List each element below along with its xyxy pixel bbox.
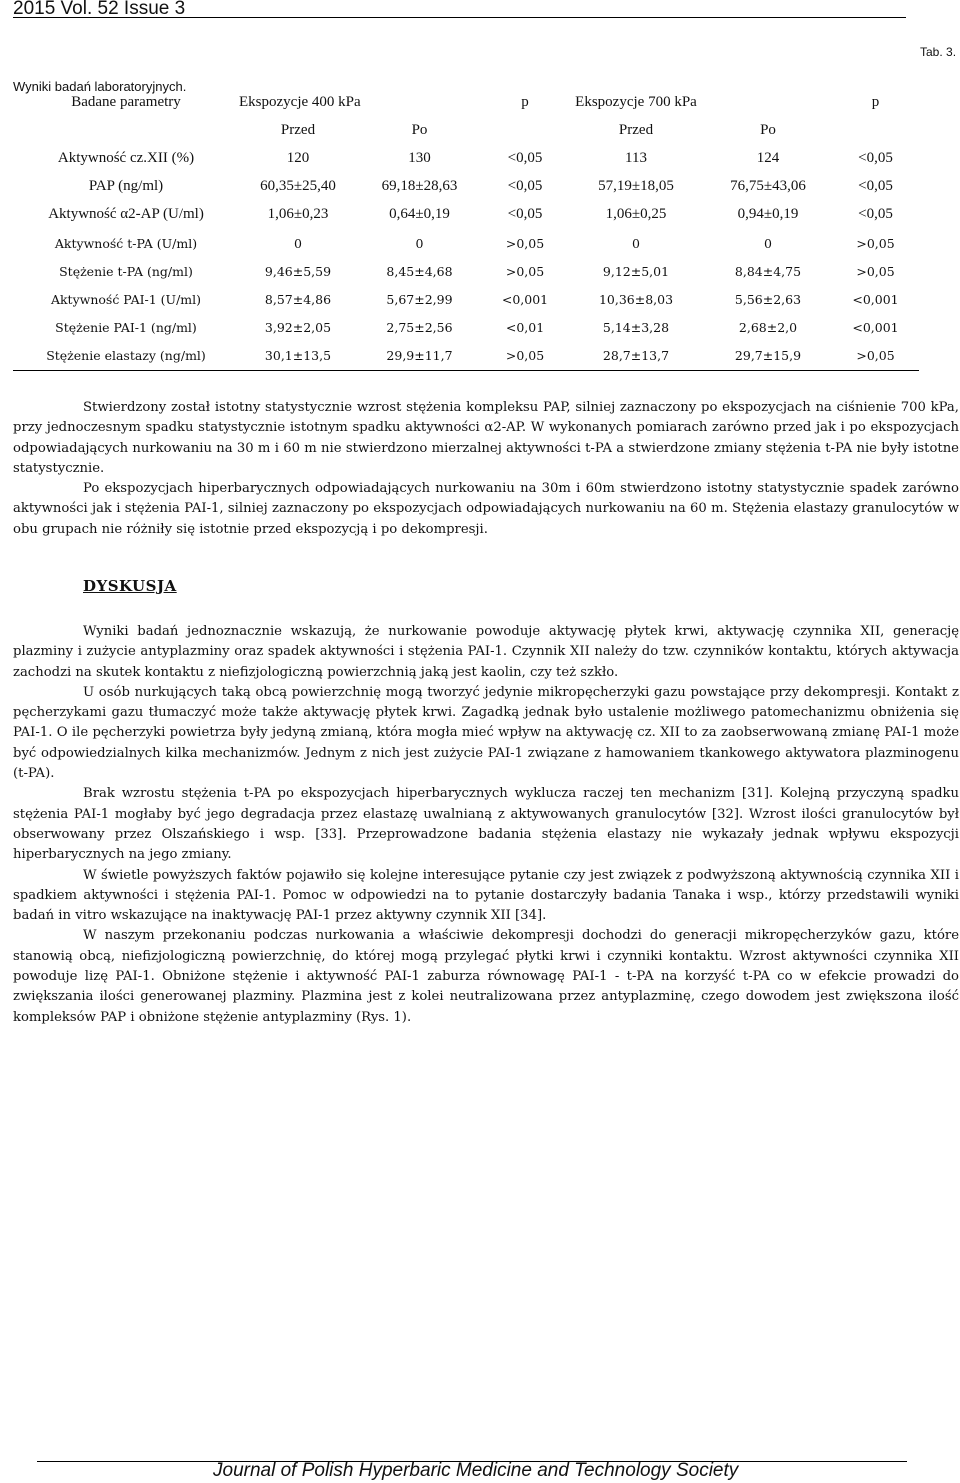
table-cell: <0,01 — [505, 320, 545, 336]
table-cell: 1,06±0,23 — [267, 206, 329, 223]
table-cell: 29,7±15,9 — [704, 342, 832, 371]
table-cell: <0,001 — [501, 291, 549, 307]
table-header-row — [13, 88, 919, 116]
paragraph: W naszym przekonaniu podczas nurkowania a właściwie dekompresji dochodzi do generacji mikropęcherzyków gazu, które stanowią obcą, niefizjologiczną powierzchnię, do której mogą przylegać płytki krwi i czynniki kontaktu. Wzrost aktywności czynnika XII powoduje lizę PAI-1. Obniżone stężenie i aktywność PAI-1 zaburza równowagę PAI-1 - t-PA na korzyść t-PA co w efekcie prowadzi do zwiększania ilości generowanej plazminy. Plazmina jest z kolei neutralizowana przez antyplazminę, czego dowodem jest zwiększona ilość kompleksów PAP i obniżone stężenie antyplazminy (Rys. 1). — [13, 928, 959, 1025]
table-row — [13, 201, 919, 229]
table-cell — [704, 88, 832, 116]
paragraph: Stwierdzony został istotny statystycznie wzrost stężenia kompleksu PAP, silniej zaznaczony po ekspozycjach na ciśnienie 700 kPa, przy jednoczesnym spadku statystycznie istotnym spadku aktywności α2-AP. W wykonanych pomiarach zarówno przed jak i po ekspozycjach odpowiadających nurkowaniu na 30 m i 60 m nie stwierdzono mierzalnej aktywności t-PA a stwierdzone zmiany stężenia t-PA nie były istotne statystycznie. — [13, 400, 959, 476]
table-row — [13, 285, 919, 313]
table-cell: Ekspozycje 700 kPa — [575, 93, 697, 110]
table-cell: >0,05 — [482, 342, 568, 371]
table-cell — [832, 116, 919, 144]
table-cell: Aktywność PAI-1 (U/ml) — [50, 291, 202, 307]
table-cell: 0,64±0,19 — [389, 206, 450, 223]
table-cell: >0,05 — [505, 263, 545, 279]
table-cell: Po — [760, 121, 776, 138]
table-cell: Aktywność t-PA (U/ml) — [54, 235, 198, 251]
results-table — [13, 88, 919, 371]
table-cell: >0,05 — [832, 342, 919, 371]
section-heading: DYSKUSJA — [83, 577, 177, 595]
table-cell: p — [521, 93, 529, 110]
table-cell: Aktywność α2-AP (U/ml) — [48, 206, 204, 223]
paragraph: Wyniki badań jednoznacznie wskazują, że nurkowanie powoduje aktywację płytek krwi, aktywację czynnika XII, generację plazminy i zużycie antyplazminy oraz spadek aktywności i stężenia PAI-1. Czynnik XII należy do tzw. czynników kontaktu, których aktywacja zachodzi na skutek kontaktu z niefizjologiczną powierzchnią jaką jest kaolin, czy też szkło. — [13, 624, 959, 680]
table-cell: 130 — [408, 149, 431, 166]
table-row — [13, 314, 919, 342]
table-cell: Stężenie t-PA (ng/ml) — [59, 263, 193, 279]
table-cell: Po — [411, 121, 428, 138]
table-cell: 28,7±13,7 — [568, 342, 704, 371]
table-cell: 0 — [294, 235, 302, 251]
paragraph: W świetle powyższych faktów pojawiło się kolejne interesujące pytanie czy jest związek z podwyższoną aktywnością czynnika XII i spadkiem aktywności i stężenia PAI-1. Pomoc w odpowiedzi na to pytanie dostarczyły badania Tanaka i wsp., którzy przedstawili wyniki badań in vitro wskazujące na inaktywację PAI-1 przez aktywny czynnik XII [34]. — [13, 867, 959, 924]
table-cell: 1,06±0,25 — [605, 206, 667, 223]
table-cell: 0 — [632, 235, 640, 251]
table-cell: 0 — [764, 235, 772, 251]
table-cell — [13, 116, 239, 144]
table-cell: 9,12±5,01 — [602, 263, 670, 279]
table-cell: >0,05 — [505, 235, 545, 251]
table-cell: Stężenie PAI-1 (ng/ml) — [55, 320, 197, 336]
table-cell: 10,36±8,03 — [598, 291, 674, 307]
table-cell: 76,75±43,06 — [730, 178, 806, 195]
table-cell: <0,001 — [852, 291, 899, 307]
table-cell: 120 — [286, 149, 310, 166]
table-row — [13, 342, 919, 371]
table-cell — [357, 88, 482, 116]
table-cell: Aktywność cz.XII (%) — [57, 149, 195, 166]
journal-footer: Journal of Polish Hyperbaric Medicine and Technology Society — [213, 1460, 739, 1481]
table-cell: 69,18±28,63 — [381, 178, 458, 195]
table-cell: p — [871, 93, 880, 110]
table-cell: 0,94±0,19 — [737, 206, 799, 223]
table-cell: <0,05 — [858, 149, 893, 166]
table-cell: <0,05 — [507, 178, 543, 195]
table-cell: Badane parametry — [71, 93, 181, 110]
table-cell: <0,05 — [507, 206, 543, 223]
table-cell: 5,67±2,99 — [386, 291, 453, 307]
table-cell: 9,46±5,59 — [264, 263, 332, 279]
table-cell: 3,92±2,05 — [264, 320, 332, 336]
table-cell: 113 — [625, 149, 647, 166]
table-row — [13, 144, 919, 172]
table-cell: 8,45±4,68 — [386, 263, 453, 279]
table-caption: Wyniki badań laboratoryjnych. — [13, 79, 187, 94]
table-cell: 57,19±18,05 — [598, 178, 674, 195]
table-cell: 0 — [415, 235, 424, 251]
table-cell: <0,001 — [852, 320, 899, 336]
table-cell: 2,68±2,0 — [738, 320, 798, 336]
header-rule — [13, 17, 906, 18]
table-cell: <0,05 — [507, 149, 543, 166]
table-cell — [482, 116, 568, 144]
table-header-row — [13, 116, 919, 144]
discussion-text — [13, 622, 959, 1028]
paragraph: Po ekspozycjach hiperbarycznych odpowiadających nurkowaniu na 30m i 60m stwierdzono istotny statystycznie spadek zarówno aktywności jak i stężenia PAI-1, silniej zaznaczony po ekspozycjach odpowiadających nurkowaniu na 60 m. Stężenia elastazy granulocytów w obu grupach nie różniły się istotnie przed ekspozycją i po dekompresji. — [13, 481, 959, 537]
table-cell: >0,05 — [856, 263, 895, 279]
table-cell: 29,9±11,7 — [357, 342, 482, 371]
running-header: 2015 Vol. 52 Issue 3 — [13, 0, 186, 19]
table-cell: 30,1±13,5 — [239, 342, 357, 371]
table-cell: 124 — [756, 149, 780, 166]
table-cell: Przed — [618, 121, 654, 138]
table-cell: 2,75±2,56 — [386, 320, 453, 336]
table-cell: 5,14±3,28 — [602, 320, 670, 336]
table-cell: 8,84±4,75 — [734, 263, 802, 279]
table-row — [13, 229, 919, 257]
paragraph: Brak wzrostu stężenia t-PA po ekspozycjach hiperbarycznych wyklucza raczej ten mechanizm [31]. Kolejną przyczyną spadku stężenia PAI-1 mogłaby być jego degradacja przez elastazę uwalnianą z aktywowanych granulocytów [32]. Wzrost ilości granulocytów był obserwowany przez Olszańskiego i wsp. [33]. Przeprowadzone badania stężenia elastazy nie wykazały jednak wpływu ekspozycji hiperbarycznych na jego zmiany. — [13, 786, 959, 863]
table-cell: Ekspozycje 400 kPa — [239, 93, 361, 110]
table-cell: 60,35±25,40 — [260, 178, 336, 195]
table-number: Tab. 3. — [920, 45, 957, 59]
table-cell: <0,05 — [858, 178, 893, 195]
table-cell: Stężenie elastazy (ng/ml) — [13, 342, 239, 371]
table-cell: Przed — [280, 121, 316, 138]
paragraph: U osób nurkujących taką obcą powierzchnię mogą tworzyć jedynie mikropęcherzyki gazu powstające przy dekompresji. Kontakt z pęcherzykami gazu tłumaczyć może także aktywację płytek krwi. Zagadką jednak było ustalenie możliwego patomechanizmu obniżenia się PAI-1. O ile pęcherzyki powietrza były jedyną zmianą, która mogła mieć wpływ na aktywację cz. XII to za zaobserwowaną zmianę PAI-1 może być odpowiedzialnych kilka mechanizmów. Jednym z nich jest zużycie PAI-1 związane z hamowaniem tkankowego aktywatora plazminogenu (t-PA). — [13, 684, 959, 782]
results-text — [13, 398, 959, 540]
table-cell: 5,56±2,63 — [734, 291, 802, 307]
table-cell: >0,05 — [856, 235, 895, 251]
table-row — [13, 257, 919, 285]
table-cell: 8,57±4,86 — [264, 291, 332, 307]
table-row — [13, 173, 919, 201]
table-cell: <0,05 — [858, 206, 893, 223]
table-cell: PAP (ng/ml) — [88, 178, 164, 195]
